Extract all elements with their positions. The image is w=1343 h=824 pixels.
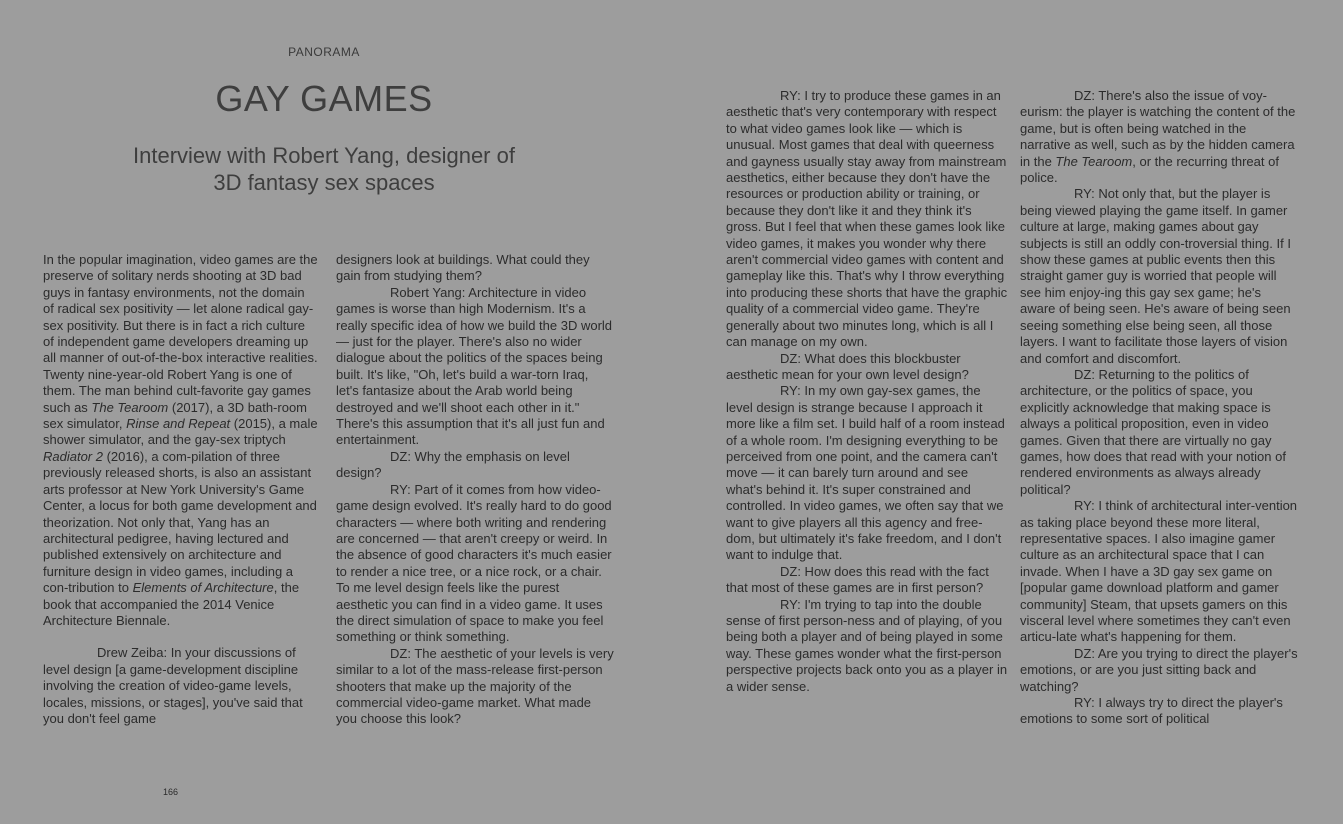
section-label: PANORAMA — [288, 45, 360, 59]
question-paragraph — [1020, 88, 1298, 186]
question-text-b: , or the recurring threat of police. — [1020, 153, 1279, 186]
answer-paragraph: RY: I always try to direct the player's emotions to some sort of political — [1020, 695, 1283, 727]
text-column-4 — [1020, 88, 1298, 728]
intro-text-a: In the popular imagination, video games are the preserve of solitary nerds shooting at 3D bad guys in fantasy environments, not the domain of radical sex positivity — let alone radical gay-sex positivity. But there is in fact a rich culture of independent game developers dreaming up all manner of out-of-the-box interactive realities. Twenty nine-year-old Robert Yang is one of them. The man behind cult-favorite gay games such as — [43, 252, 318, 415]
question-paragraph: DZ: How does this read with the fact that most of these games are in first person? — [726, 563, 989, 596]
game-title-rinse-repeat: Rinse and Repeat — [126, 416, 231, 432]
subtitle-line-1: Interview with Robert Yang, designer of — [133, 143, 515, 168]
paragraph: designers look at buildings. What could they gain from studying them? — [336, 252, 590, 284]
answer-paragraph: RY: In my own gay-sex games, the level design is strange because I approach it more like a film set. I build half of a room instead of a whole room. I'm designing everything to be perceived from one point, and the camera can't move — it can barely turn around and see what's behind it. It's super constrained and controlled. In video games, we often say that we want to give players all this agency and free-dom, but ultimately it's fake freedom, and I don't want to indulge that. — [726, 383, 1005, 563]
intro-paragraph — [43, 252, 319, 629]
answer-paragraph: RY: I try to produce these games in an aesthetic that's very contemporary with respect to what video games look like — which is unusual. Most games that deal with queerness and gayness usually stay away from mainstream aesthetics, either because they don't have the resources or production ability or training, or because they don't like it and they think it's gross. But I feel that when these games look like video games, it makes you wonder why there aren't commercial video games with content and gameplay like this. That's why I throw everything into producing these shorts that have the graphic quality of a commercial video game. They're generally about two minutes long, which is all I can manage on my own. — [726, 88, 1008, 350]
answer-paragraph: RY: Not only that, but the player is being viewed playing the game itself. In gamer culture at large, making games about gay subjects is still an oddly con-troversial thing. If I show these games at public events then this straight gamer guy is worried that people will see him enjoy-ing this gay sex game; he's aware of being seen. He's aware of being seen seeing something else being seen, all those layers. I want to facilitate those layers of vision and comfort and discomfort. — [1020, 186, 1291, 366]
intro-text-e: , the book that accompanied the 2014 Venice Architecture Biennale. — [43, 580, 300, 628]
answer-paragraph: RY: I think of architectural inter-vention as taking place beyond these more literal, representative spaces. I also imagine gamer culture as an architectural space that I can invade. When I have a 3D gay sex game on [popular game download platform and gamer community] Steam, that upsets gamers on this visceral level where sometimes they can't even articu-late what's happening for them. — [1020, 498, 1298, 645]
question-paragraph: Drew Zeiba: In your discussions of level design [a game-development discipline involving the creation of video-game levels, locales, missions, or stages], you've said that you don't feel game — [43, 645, 303, 726]
answer-paragraph: RY: Part of it comes from how video-game design evolved. It's really hard to do good characters — where both writing and rendering are concerned — that aren't creepy or weird. In the absence of good characters it's much easier to render a nice tree, or a nice rock, or a chair. To me level design feels like the purest aesthetic you can find in a video game. It uses the direct simulation of space to make you feel something or think something. — [336, 481, 612, 645]
game-title-radiator: Radiator 2 — [43, 448, 103, 464]
text-column-1 — [43, 252, 319, 727]
intro-text-d: (2016), a com-pilation of three previously released shorts, is also an assistant arts professor at New York University's Game Center, a locus for both game development and theorization. Not only that, Yang has an architectural pedigree, having lectured and published extensively on architecture and furniture design in video games, including a con-tribution to — [43, 448, 317, 596]
subtitle-line-2: 3D fantasy sex spaces — [213, 170, 435, 195]
game-title-tearoom: The Tearoom — [91, 399, 169, 415]
answer-paragraph: Robert Yang: Architecture in video games is worse than high Modernism. It's a really specific idea of how we build the 3D world — just for the player. There's also no wider dialogue about the politics of the spaces being built. It's like, "Oh, let's build a war-torn Iraq, let's fantasize about the Arab world being destroyed and we'll shoot each other in it." There's this assumption that it's all just fun and entertainment. — [336, 284, 613, 448]
page-number: 166 — [163, 787, 179, 797]
right-page — [671, 0, 1343, 824]
question-text-a: DZ: There's also the issue of voy-eurism: the player is watching the content of the game, but is often being watched in the narrative as well, such as by the hidden camera in the — [1020, 88, 1296, 169]
answer-paragraph: RY: I'm trying to tap into the double sense of first person-ness and of playing, of you being both a player and of being played in some way. These games wonder what the first-person perspective projects back onto you as a player in a wider sense. — [726, 596, 1008, 694]
intro-text-c: (2015), a male shower simulator, and the gay-sex triptych — [43, 416, 318, 448]
article-title: GAY GAMES — [215, 78, 433, 119]
intro-text-b: (2017), a 3D bath-room sex simulator, — [43, 399, 307, 432]
book-title-elements: Elements of Architecture — [132, 580, 274, 596]
question-paragraph: DZ: Are you trying to direct the player's emotions, or are you just sitting back and watching? — [1020, 645, 1298, 694]
question-paragraph: DZ: Returning to the politics of architecture, or the politics of space, you explicitly acknowledge that making space is always a political proposition, even in video games. Given that there are virtually no gay games, how does that read with your notion of rendered environments as always already political? — [1020, 366, 1286, 497]
question-paragraph: DZ: Why the emphasis on level design? — [336, 448, 570, 481]
article-subtitle — [0, 142, 648, 196]
text-column-3 — [726, 88, 1008, 695]
question-paragraph: DZ: What does this blockbuster aesthetic mean for your own level design? — [726, 350, 969, 382]
game-title-tearoom: The Tearoom — [1055, 153, 1133, 169]
text-column-2 — [336, 252, 614, 728]
left-page — [0, 0, 671, 824]
question-paragraph: DZ: The aesthetic of your levels is very similar to a lot of the mass-release first-person shooters that make up the majority of the commercial video-game market. What made you choose this look? — [336, 645, 614, 727]
